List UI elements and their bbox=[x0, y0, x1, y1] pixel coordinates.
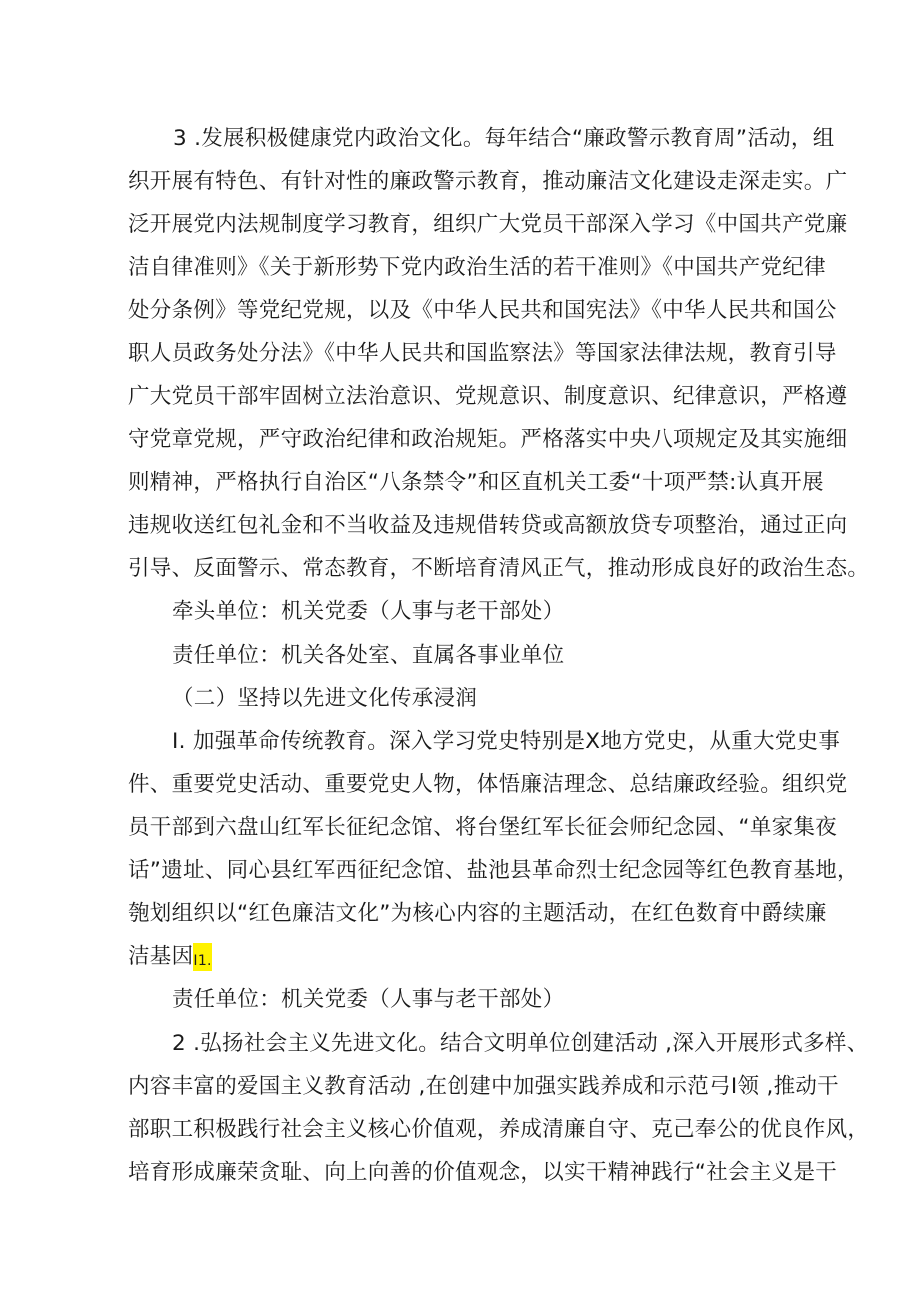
text-line: 处分条例》等党纪党规，以及《中华人民共和国宪法》《中华人民共和国公 bbox=[128, 298, 837, 323]
text-line: 员干部到六盘山红军长征纪念馆、将台堡红军长征会师纪念园、“单家集夜 bbox=[128, 815, 838, 840]
text-line: 守党章党规，严守政治纪律和政治规矩。严格落实中央八项规定及其实施细 bbox=[128, 427, 848, 452]
text-line: 违规收送红包礼金和不当收益及违规借转贷或高额放贷专项整治，通过正向 bbox=[128, 513, 848, 538]
text-line: 话”遗址、同心县红军西征纪念馆、盐池县革命烈士纪念园等红色教育基地， bbox=[128, 858, 859, 883]
responsible-unit-line: 责任单位：机关各处室、直属各事业单位 bbox=[172, 643, 565, 668]
text-line bbox=[128, 942, 212, 976]
text-line: 培育形成廉荣贪耻、向上向善的价值观念，以实干精神践行“社会主义是干 bbox=[128, 1160, 838, 1185]
text-line: 洁自律准则》《关于新形势下党内政治生活的若干准则》《中国共产党纪律 bbox=[128, 255, 826, 280]
text-line: 件、重要党史活动、重要党史人物，体悟廉洁理念、总结廉政经验。组织党 bbox=[128, 772, 848, 797]
text-fragment: 洁基因 bbox=[128, 944, 194, 969]
text-line: 织开展有特色、有针对性的廉政警示教育，推动廉洁文化建设走深走实。广 bbox=[128, 169, 848, 194]
text-line: 2 .弘扬社会主义先进文化。结合文明单位创建活动 ,深入开展形式多样、 bbox=[172, 1031, 869, 1056]
text-line: 部职工积极践行社会主义核心价值观，养成清廉自守、克己奉公的优良作风， bbox=[128, 1117, 870, 1142]
text-line: 广大党员干部牢固树立法治意识、党规意识、制度意识、纪律意识，严格遵 bbox=[128, 384, 848, 409]
responsible-unit-line: 责任单位：机关党委（人事与老干部处） bbox=[172, 987, 565, 1012]
text-line: I. 加强革命传统教育。深入学习党史特别是X地方党史，从重大党史事 bbox=[172, 729, 841, 754]
section-heading: （二）坚持以先进文化传承浸润 bbox=[172, 686, 478, 711]
text-line: 匏划组织以“红色廉洁文化”为核心内容的主题活动，在红色数育中爵续廉 bbox=[128, 901, 827, 926]
highlighted-footnote-mark: I1. bbox=[193, 943, 211, 971]
text-line: 泛开展党内法规制度学习教育，组织广大党员干部深入学习《中国共产党廉 bbox=[128, 212, 848, 237]
text-line: 3 .发展积极健康党内政治文化。每年结合“廉政警示教育周”活动，组 bbox=[173, 126, 835, 151]
text-line: 引导、反面警示、常态教育，不断培育清风正气，推动形成良好的政治生态。 bbox=[128, 556, 870, 581]
lead-unit-line: 牵头单位：机关党委（人事与老干部处） bbox=[172, 599, 565, 624]
text-line: 则精神，严格执行自治区“八条禁令”和区直机关工委“十项严禁:认真开展 bbox=[128, 470, 824, 495]
text-line: 职人员政务处分法》《中华人民共和国监察法》等国家法律法规，教育引导 bbox=[128, 341, 837, 366]
text-line: 内容丰富的爱国主义教育活动 ,在创建中加强实践养成和示范弓I领 ,推动干 bbox=[128, 1074, 839, 1099]
